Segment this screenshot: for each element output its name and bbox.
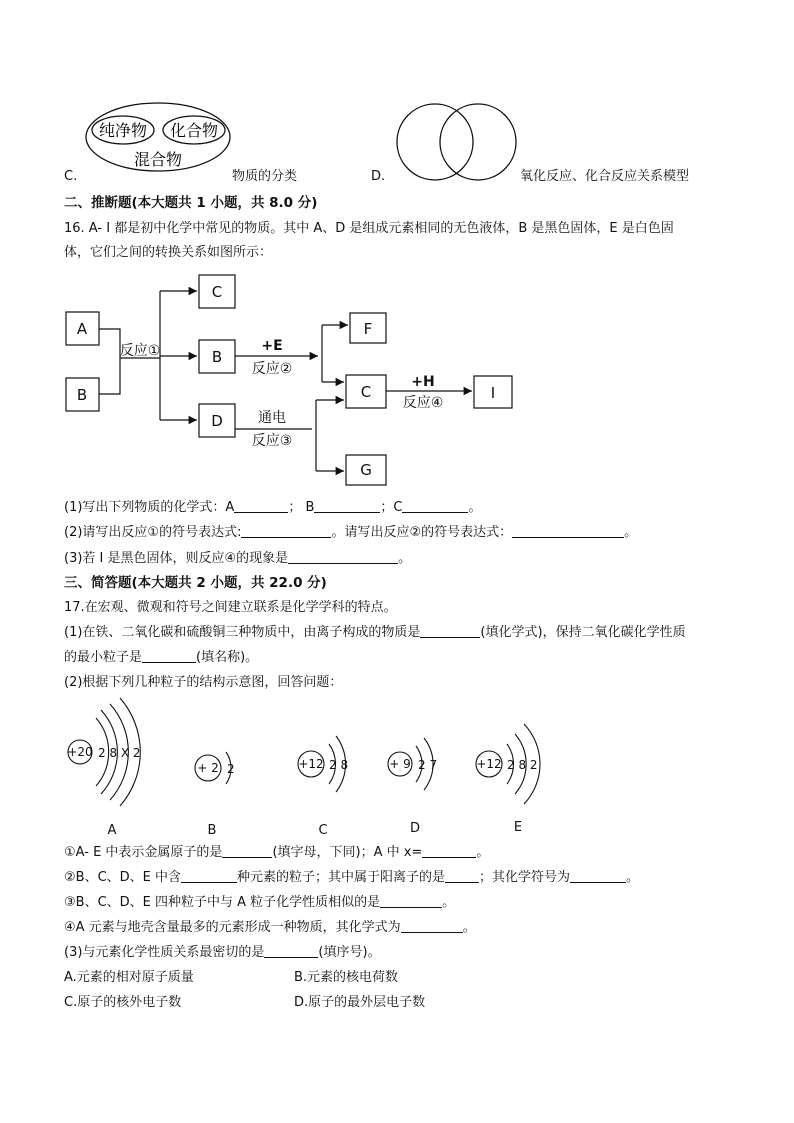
answer-blank-reaction2[interactable] bbox=[512, 524, 624, 538]
label-c-mid: C bbox=[360, 383, 372, 401]
reaction3-label: 反应③ bbox=[251, 433, 293, 449]
label-c-top: C bbox=[211, 283, 223, 301]
choice-c[interactable]: C.原子的核外电子数 bbox=[64, 995, 182, 1010]
label-g: G bbox=[360, 461, 372, 479]
section3-heading: 三、简答题(本大题共 2 小题，共 22.0 分) bbox=[64, 575, 327, 591]
q17-intro: 17.在宏观、微观和符号之间建立联系是化学学科的特点。 bbox=[64, 600, 397, 615]
particle-c-label: C bbox=[318, 823, 328, 838]
pure-substance-label: 纯净物 bbox=[98, 121, 148, 140]
particle-e-label: E bbox=[513, 820, 523, 835]
option-c-letter: C. bbox=[64, 169, 78, 184]
answer-blank-phenomenon[interactable] bbox=[288, 550, 398, 564]
label-i: I bbox=[490, 384, 496, 402]
q16-text-line2: 体，它们之间的转换关系如图所示： bbox=[64, 245, 273, 260]
q17-sub1-line2: 的最小粒子是 (填名称)。 bbox=[64, 650, 259, 665]
q17-sub3: (3)与元素化学性质关系最密切的是 (填序号)。 bbox=[64, 945, 381, 960]
option-c-caption: 物质的分类 bbox=[232, 169, 298, 184]
answer-blank-reaction1[interactable] bbox=[241, 524, 331, 538]
shells-c: 2 8 bbox=[329, 758, 349, 772]
reaction1-label: 反应① bbox=[119, 343, 161, 359]
q17-sub2-ii: ②B、C、D、E 中含 种元素的粒子；其中属于阳离子的是 ；其化学符号为 。 bbox=[64, 870, 640, 885]
q17-sub2-i: ①A- E 中表示金属原子的是 (填字母，下同)；A 中 x= 。 bbox=[64, 845, 490, 860]
label-b-input: B bbox=[76, 386, 88, 404]
nucleus-a-charge: +20 bbox=[67, 745, 93, 759]
answer-blank-ionic[interactable] bbox=[420, 624, 480, 638]
particle-structure-diagrams bbox=[58, 696, 558, 840]
answer-blank-closest[interactable] bbox=[264, 944, 318, 958]
label-b-mid: B bbox=[211, 348, 223, 366]
choice-b[interactable]: B.元素的核电荷数 bbox=[294, 970, 399, 985]
venn-right-circle bbox=[440, 104, 516, 180]
option-d-letter: D. bbox=[371, 169, 386, 184]
shells-b: 2 bbox=[227, 762, 235, 776]
plus-e-label: +E bbox=[261, 338, 283, 354]
label-f: F bbox=[363, 320, 373, 338]
nucleus-c-charge: +12 bbox=[298, 757, 324, 771]
answer-blank-x[interactable] bbox=[422, 844, 476, 858]
plus-h-label: +H bbox=[411, 374, 435, 390]
particle-d-label: D bbox=[409, 821, 421, 836]
venn-left-circle bbox=[397, 104, 473, 180]
choice-a[interactable]: A.元素的相对原子质量 bbox=[64, 970, 194, 985]
answer-blank-symbol[interactable] bbox=[570, 869, 626, 883]
answer-blank-particle[interactable] bbox=[142, 649, 196, 663]
reaction4-label: 反应④ bbox=[402, 395, 444, 411]
q16-sub1: (1)写出下列物质的化学式：A ； B ；C 。 bbox=[64, 500, 482, 515]
answer-blank-a[interactable] bbox=[234, 499, 288, 513]
reaction2-label: 反应② bbox=[251, 361, 293, 377]
nucleus-b-charge: + 2 bbox=[197, 761, 219, 775]
q17-sub1-line1: (1)在铁、二氧化碳和硫酸铜三种物质中，由离子构成的物质是 (填化学式)，保持二氧化碳化学性质 bbox=[64, 625, 686, 640]
mixture-label: 混合物 bbox=[133, 150, 183, 169]
answer-blank-c[interactable] bbox=[402, 499, 468, 513]
answer-blank-b[interactable] bbox=[314, 499, 380, 513]
option-d-caption: 氧化反应、化合反应关系模型 bbox=[520, 169, 690, 184]
nucleus-e-charge: +12 bbox=[476, 757, 502, 771]
compound-label: 化合物 bbox=[169, 121, 219, 140]
q16-sub3: (3)若 I 是黑色固体，则反应④的现象是 。 bbox=[64, 551, 412, 566]
answer-blank-cation[interactable] bbox=[445, 869, 479, 883]
classification-diagram bbox=[80, 100, 240, 180]
electrify-label: 通电 bbox=[258, 410, 286, 426]
nucleus-d-charge: + 9 bbox=[389, 757, 411, 771]
answer-blank-metal-atom[interactable] bbox=[222, 844, 272, 858]
answer-blank-similar[interactable] bbox=[380, 894, 442, 908]
shells-e: 2 8 2 bbox=[507, 758, 538, 772]
q17-sub2-iii: ③B、C、D、E 四种粒子中与 A 粒子化学性质相似的是 。 bbox=[64, 895, 456, 910]
shells-a: 2 8 X 2 bbox=[98, 746, 141, 760]
answer-blank-element-count[interactable] bbox=[181, 869, 237, 883]
venn-diagram bbox=[392, 100, 524, 184]
particle-a-label: A bbox=[107, 823, 117, 838]
label-a: A bbox=[76, 320, 88, 338]
section2-heading: 二、推断题(本大题共 1 小题，共 8.0 分) bbox=[64, 195, 318, 211]
label-d: D bbox=[211, 412, 223, 430]
q17-sub2: (2)根据下列几种粒子的结构示意图，回答问题： bbox=[64, 675, 343, 690]
q16-text-line1: 16. A- I 都是初中化学中常见的物质。其中 A、D 是组成元素相同的无色液体，B 是黑色固体，E 是白色固 bbox=[64, 221, 674, 236]
q17-sub2-iv: ④A 元素与地壳含量最多的元素形成一种物质，其化学式为 。 bbox=[64, 920, 476, 935]
q16-sub2: (2)请写出反应①的符号表达式: 。请写出反应②的符号表达式： 。 bbox=[64, 525, 638, 540]
choice-d[interactable]: D.原子的最外层电子数 bbox=[294, 995, 426, 1010]
shells-d: 2 7 bbox=[418, 758, 438, 772]
answer-blank-formula[interactable] bbox=[401, 919, 463, 933]
particle-b-label: B bbox=[207, 823, 217, 838]
conversion-flowchart bbox=[60, 272, 530, 490]
